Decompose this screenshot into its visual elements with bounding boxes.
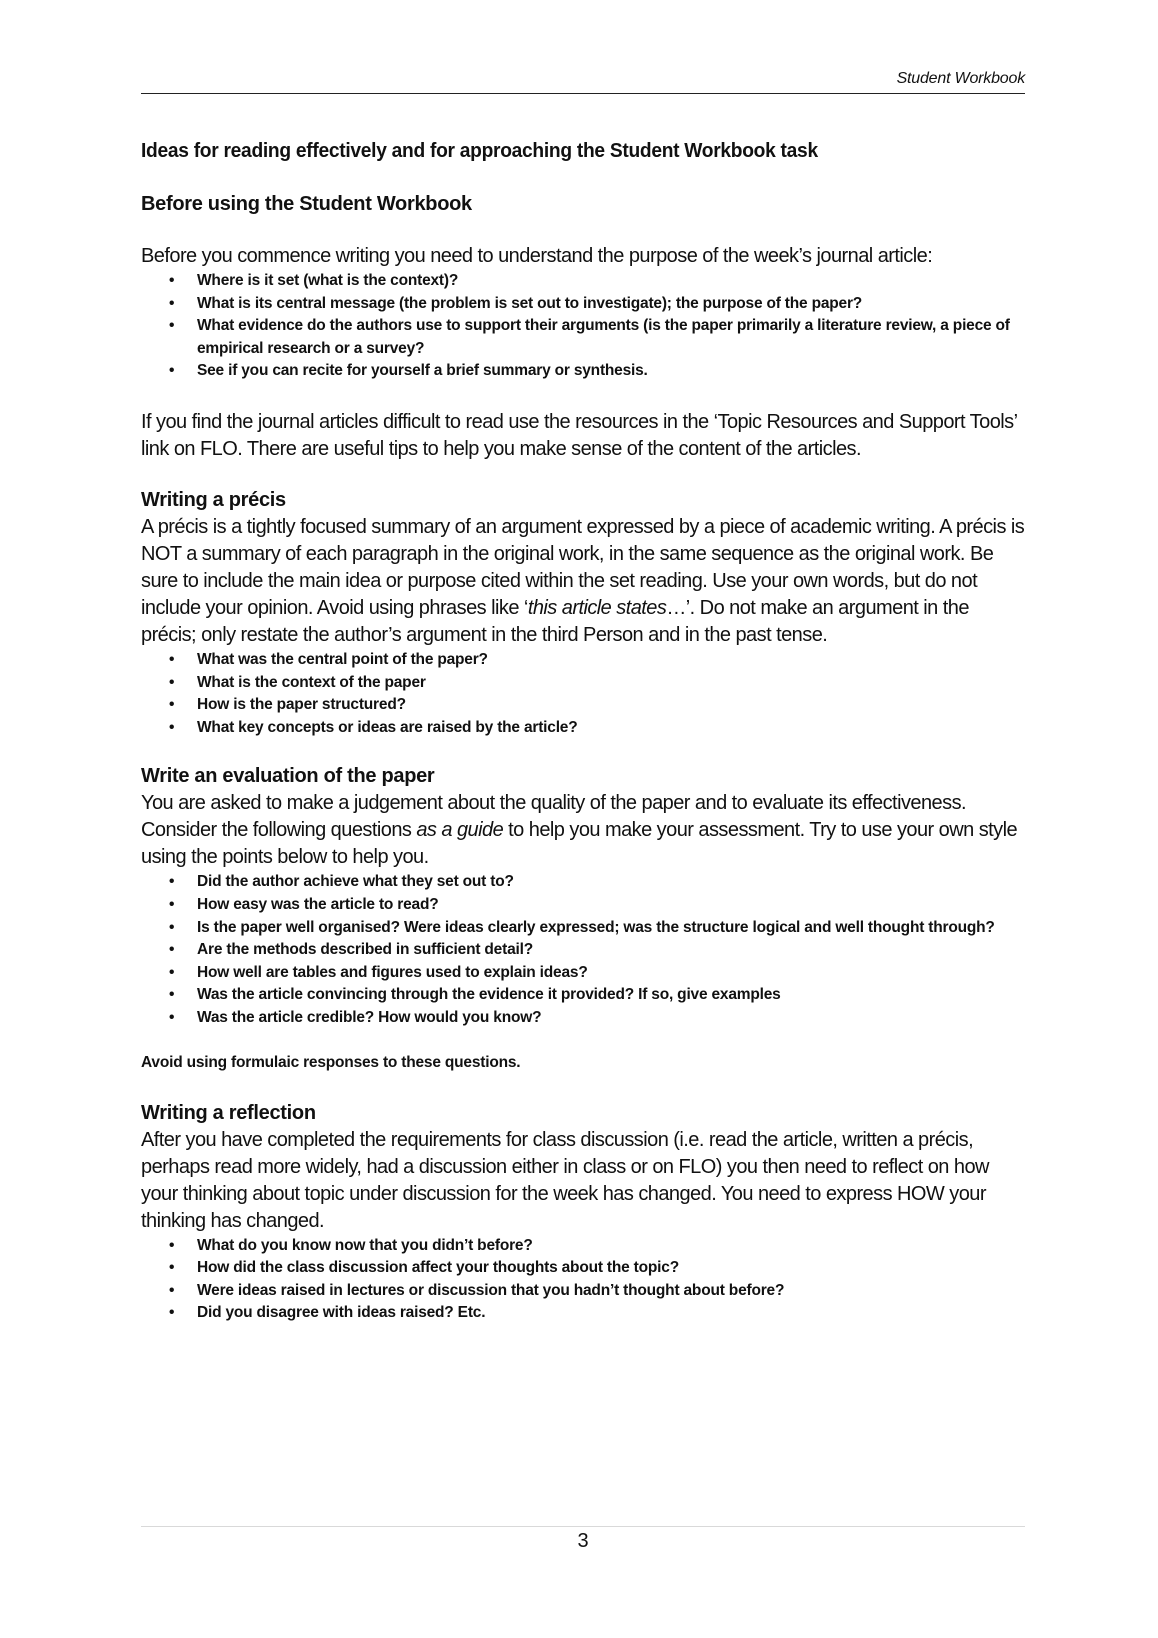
section-reflection	[141, 1100, 1025, 1325]
list-item: • How well are tables and figures used to explain ideas?	[197, 962, 1025, 985]
before-intro-text: Before you commence writing you need to understand the purpose of the week’s journal article:	[141, 245, 933, 267]
footer-rule	[141, 1526, 1025, 1527]
evaluation-text	[141, 790, 1025, 871]
section-heading-reflection: Writing a reflection	[141, 1101, 316, 1124]
before-questions-list	[141, 270, 1025, 383]
running-header: Student Workbook	[896, 70, 1025, 87]
page-number: 3	[577, 1530, 589, 1552]
reflection-questions-list	[141, 1235, 1025, 1325]
section-heading-evaluation: Write an evaluation of the paper	[141, 765, 435, 788]
precis-questions-list	[141, 649, 1025, 739]
section-evaluation	[141, 763, 1025, 1073]
section-before-using	[141, 191, 1025, 463]
list-item: • What do you know now that you didn’t before?	[197, 1235, 1025, 1258]
precis-text-emphasis: this article states	[527, 596, 667, 619]
list-item: • See if you can recite for yourself a brief summary or synthesis.	[197, 360, 1025, 383]
section-precis	[141, 487, 1025, 739]
list-item: • Was the article credible? How would you know?	[197, 1007, 1025, 1030]
precis-text	[141, 514, 1025, 649]
list-item: • How is the paper structured?	[197, 694, 1025, 717]
list-item: • How did the class discussion affect your thoughts about the topic?	[197, 1257, 1025, 1280]
section-heading-precis: Writing a précis	[141, 488, 286, 511]
list-item: • Is the paper well organised? Were ideas clearly expressed; was the structure logical and well thought through?	[197, 917, 1025, 940]
evaluation-questions-list	[141, 871, 1025, 1029]
evaluation-text-emphasis: as a guide	[416, 819, 504, 842]
header-rule	[141, 93, 1025, 94]
list-item: • Did the author achieve what they set out to?	[197, 871, 1025, 894]
precis-text-part-b: …’. Do not make an argument in the précis; only restate the author’s argument in the third Person and in the past tense.	[141, 596, 969, 646]
list-item: • Are the methods described in sufficient detail?	[197, 939, 1025, 962]
list-item: • What is its central message (the problem is set out to investigate); the purpose of the paper?	[197, 293, 1025, 316]
section-heading-before-using: Before using the Student Workbook	[141, 193, 472, 215]
list-item: • What was the central point of the paper?	[197, 649, 1025, 672]
list-item: • What key concepts or ideas are raised by the article?	[197, 717, 1025, 740]
list-item: • Did you disagree with ideas raised? Etc.	[197, 1302, 1025, 1325]
list-item: • Were ideas raised in lectures or discussion that you hadn’t thought about before?	[197, 1280, 1025, 1303]
page-content	[141, 140, 1025, 1325]
evaluation-text-part-b: to help you make your assessment. Try to use your own style using the points below to help you.	[141, 819, 1018, 869]
list-item: • How easy was the article to read?	[197, 894, 1025, 917]
resources-text: If you find the journal articles difficult to read use the resources in the ‘Topic Resources and Support Tools’ link on FLO. There are useful tips to help you make sense of the content of the articles.	[141, 410, 1017, 460]
evaluation-note: Avoid using formulaic responses to these questions.	[141, 1053, 521, 1071]
page-title: Ideas for reading effectively and for approaching the Student Workbook task	[141, 140, 818, 162]
list-item: • What evidence do the authors use to support their arguments (is the paper primarily a literature review, a piece of empirical research or a survey?	[197, 315, 1025, 360]
list-item: • What is the context of the paper	[197, 672, 1025, 695]
list-item: • Was the article convincing through the evidence it provided? If so, give examples	[197, 984, 1025, 1007]
evaluation-text-part-a: You are asked to make a judgement about the quality of the paper and to evaluate its effectiveness. Consider the following questions	[141, 792, 967, 842]
reflection-text: After you have completed the requirements for class discussion (i.e. read the article, written a précis, perhaps read more widely, had a discussion either in class or on FLO) you then need to reflect on how your thinking about topic under discussion for the week has changed. You need to express HOW your thinking has changed.	[141, 1128, 989, 1232]
list-item: • Where is it set (what is the context)?	[197, 270, 1025, 293]
precis-text-part-a: A précis is a tightly focused summary of an argument expressed by a piece of academic writing. A précis is NOT a summary of each paragraph in the original work, in the same sequence as the original work. Be sure to include the main idea or purpose cited within the set reading. Use your own words, but do not include your opinion. Avoid using phrases like ‘	[141, 515, 1025, 619]
